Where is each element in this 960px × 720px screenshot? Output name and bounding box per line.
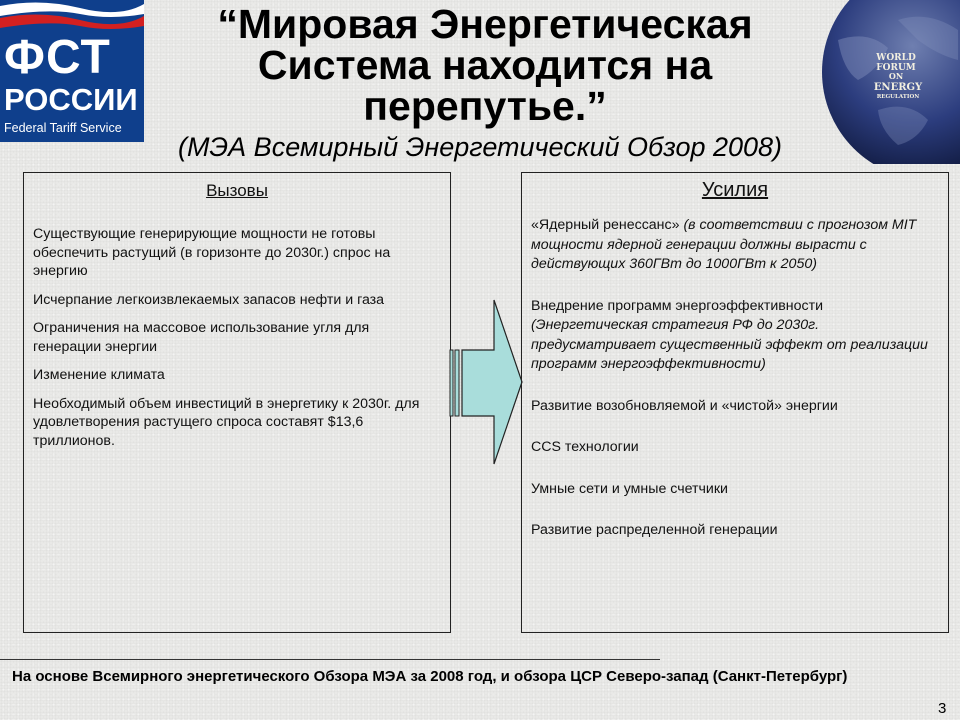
list-item: Необходимый объем инвестиций в энергетику к 2030г. для удовлетворения растущего спроса составят $13,6 триллионов. (33, 395, 420, 449)
footer-source-note: На основе Всемирного энергетического Обзора МЭА за 2008 год, и обзора ЦСР Северо-запад (Санкт-Петербург) (12, 668, 848, 685)
world-forum-globe-icon (818, 0, 960, 164)
list-item (531, 480, 938, 500)
item-text: Умные сети и умные счетчики (531, 480, 728, 497)
challenges-panel (23, 172, 451, 633)
list-item: Существующие генерирующие мощности не готовы обеспечить растущий (в горизонте до 2030г.) спрос на энергию (33, 226, 391, 279)
challenges-list (24, 225, 450, 450)
globe-text-line: ENERGY (873, 82, 923, 93)
logo-country-text: РОССИИ (4, 82, 138, 117)
list-item (531, 397, 938, 417)
globe-text-line: REGULATION (876, 94, 920, 100)
page-number: 3 (938, 700, 947, 717)
efforts-heading: Усилия (701, 179, 769, 201)
russian-flag-icon (0, 0, 144, 32)
logo-main-text: ФСТ (4, 31, 111, 84)
globe-text-line: ON (888, 71, 904, 81)
right-arrow-icon (448, 298, 524, 466)
challenges-heading: Вызовы (206, 181, 268, 200)
list-item (531, 438, 938, 458)
globe-text-line: FORUM (876, 63, 916, 73)
item-note: (Энергетическая стратегия РФ до 2030г. предусматривает существенный эффект от реализации программ энергоэффективности) (531, 317, 928, 372)
list-item: Исчерпание легкоизвлекаемых запасов нефти и газа (33, 291, 385, 308)
item-note: (в соответствии с прогнозом MIT мощности ядерной генерации должны вырасти с действующих 360ГВт до 1000ГВт к 2050) (531, 217, 917, 272)
page-title: “Мировая Энергетическая Система находится на перепутье.” (217, 1, 753, 129)
list-item (531, 521, 938, 541)
item-text: Развитие возобновляемой и «чистой» энергии (531, 397, 838, 414)
efforts-list (522, 216, 948, 541)
list-item: Изменение климата (33, 367, 165, 383)
fst-logo (0, 0, 144, 142)
item-text: «Ядерный ренессанс» (531, 217, 684, 233)
efforts-panel (521, 172, 949, 633)
item-text: CCS технологии (531, 439, 639, 455)
item-text: Внедрение программ энергоэффективности (531, 297, 824, 314)
page-subtitle: (МЭА Всемирный Энергетический Обзор 2008) (177, 132, 783, 162)
item-text: Развитие распределенной генерации (531, 522, 778, 538)
list-item (531, 216, 938, 275)
logo-subtitle: Federal Tariff Service (4, 121, 122, 135)
globe-text-line: WORLD (876, 53, 916, 63)
footer-divider (0, 659, 660, 660)
list-item: Ограничения на массовое использование угля для генерации энергии (33, 320, 370, 355)
list-item (531, 297, 938, 375)
